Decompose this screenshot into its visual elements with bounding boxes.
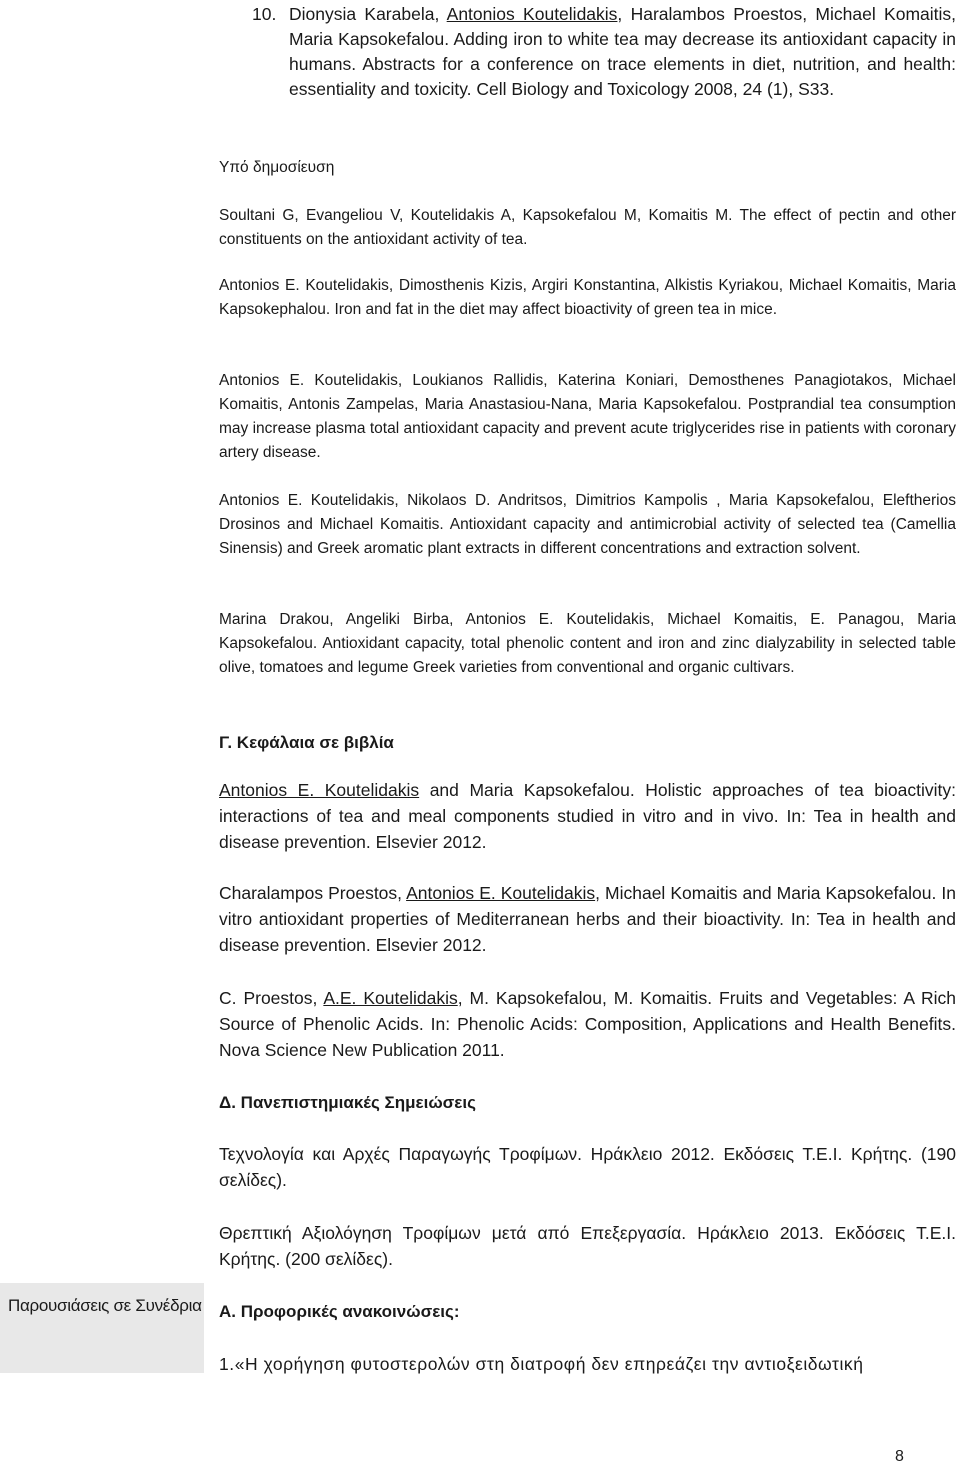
chapter-text: , M. Kapsokefalou, M. Komaitis. Fruits and Vegetables: A Rich Source of Phenolic Acids. In: Phenolic Acids: Composition, Applications and Health Benefits. Nova Science New Publication 2011. — [219, 988, 956, 1060]
book-chapter-entry — [219, 880, 956, 958]
underlined-author: Antonios E. Koutelidakis — [219, 780, 420, 800]
reference-text: , Haralambos Proestos, Michael Komaitis, Maria Kapsokefalou. Adding iron to white tea may decrease its antioxidant capacity in humans. Abstracts for a conference on trace elements in diet, nutrition, and health: essentiality and toxicity. Cell Biology and Toxicology 2008, 24 (1), S33. — [289, 4, 956, 99]
chapter-text: , Michael Komaitis and Maria Kapsokefalou. In vitro antioxidant properties of Mediterranean herbs and their bioactivity. In: Tea in health and disease prevention. Elsevier 2012. — [219, 883, 956, 955]
university-notes-heading: Δ. Πανεπιστημιακές Σημειώσεις — [219, 1093, 476, 1112]
item-number: 10. — [252, 4, 277, 24]
university-note-entry: Τεχνολογία και Αρχές Παραγωγής Τροφίμων. Ηράκλειο 2012. Εκδόσεις Τ.Ε.Ι. Κρήτης. (190 σελίδες). — [219, 1144, 956, 1190]
book-chapter-entry — [219, 985, 956, 1063]
reference-authors: Dionysia Karabela, — [289, 4, 447, 24]
chapter-authors: Charalampos Proestos, — [219, 883, 407, 903]
chapter-authors: C. Proestos, — [219, 988, 324, 1008]
publication-entry: Marina Drakou, Angeliki Birba, Antonios E. Koutelidakis, Michael Komaitis, E. Panagou, Maria Kapsokefalou. Antioxidant capacity, total phenolic content and iron and zinc dialyzability in selected table olive, tomatoes and legume Greek varieties from conventional and organic cultivars. — [219, 611, 956, 676]
publication-entry: Antonios E. Koutelidakis, Loukianos Rallidis, Katerina Koniari, Demosthenes Panagiotakos, Michael Komaitis, Antonis Zampelas, Maria Anastasiou-Nana, Maria Kapsokefalou. Postprandial tea consumption may increase plasma total antioxidant capacity and prevent acute triglycerides rise in patients with coronary artery disease. — [219, 372, 956, 461]
page-number: 8 — [895, 1448, 904, 1465]
publication-entry: Antonios E. Koutelidakis, Nikolaos D. Andritsos, Dimitrios Kampolis , Maria Kapsokefalou, Eleftherios Drosinos and Michael Komaitis. Antioxidant capacity and antimicrobial activity of selected tea (Camellia Sinensis) and Greek aromatic plant extracts in different concentrations and extraction solvent. — [219, 492, 956, 557]
book-chapter-entry — [219, 777, 956, 855]
oral-presentations-heading: Α. Προφορικές ανακοινώσεις: — [219, 1302, 460, 1321]
publication-entry: Antonios E. Koutelidakis, Dimosthenis Kizis, Argiri Konstantina, Alkistis Kyriakou, Michael Komaitis, Maria Kapsokephalou. Iron and fat in the diet may affect bioactivity of green tea in mice. — [219, 277, 956, 318]
sidebar-label-text: Παρουσιάσεις σε Συνέδρια — [8, 1296, 202, 1315]
underlined-author: A.E. Koutelidakis — [323, 988, 458, 1008]
reference-item-10 — [289, 2, 956, 102]
publication-entry: Soultani G, Evangeliou V, Koutelidakis A, Kapsokefalou M, Komaitis M. The effect of pectin and other constituents on the antioxidant activity of tea. — [219, 207, 956, 248]
underlined-author: Antonios Koutelidakis — [446, 4, 618, 24]
under-publication-heading: Υπό δημοσίευση — [219, 159, 335, 176]
university-note-entry: Θρεπτική Αξιολόγηση Τροφίμων μετά από Επεξεργασία. Ηράκλειο 2013. Εκδόσεις Τ.Ε.Ι. Κρήτης. (200 σελίδες). — [219, 1223, 956, 1269]
underlined-author: Antonios E. Koutelidakis — [406, 883, 596, 903]
conference-presentations-label — [0, 1283, 204, 1373]
oral-presentation-entry: 1.«Η χορήγηση φυτοστερολών στη διατροφή δεν επηρεάζει την αντιοξειδωτική — [219, 1354, 864, 1374]
chapter-text: and Maria Kapsokefalou. Holistic approaches of tea bioactivity: interactions of tea and meal components studied in vitro and in vivo. In: Tea in health and disease prevention. Elsevier 2012. — [219, 780, 956, 852]
book-chapters-heading: Γ. Κεφάλαια σε βιβλία — [219, 733, 394, 752]
